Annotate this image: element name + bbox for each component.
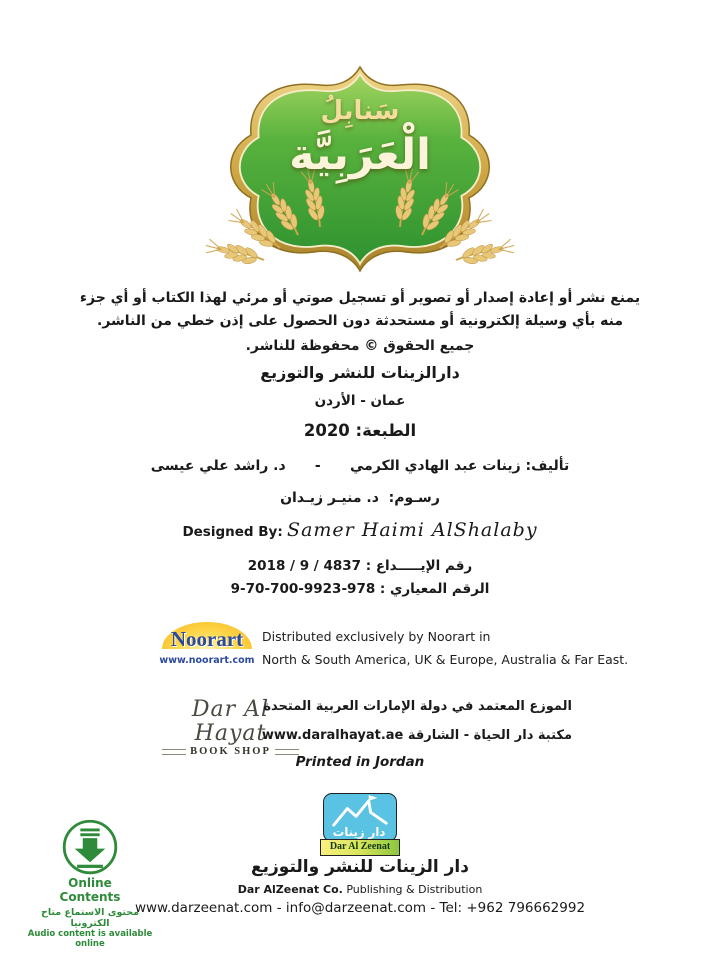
online-english-note: Audio content is available online — [27, 929, 153, 949]
noorart-logo — [157, 622, 257, 674]
darzeenat-badge-arabic: دار زينات — [332, 824, 386, 839]
daralhayat-line-2: مكتبة دار الحياة - الشارقة www.daralhayat.ae — [261, 728, 572, 743]
darzeenat-house-icon — [323, 793, 397, 842]
series-logo — [200, 62, 520, 280]
publisher-city: عمان - الأردن — [314, 393, 406, 409]
darzeenat-name-arabic: دار الزينات للنشر والتوزيع — [251, 857, 469, 877]
isbn-number: الرقم المعياري : 978-9923-700-70-9 — [230, 581, 490, 597]
authors-line: تأليف: زينات عبد الهادي الكرمي - د. راشد علي عيسى — [150, 458, 570, 474]
daralhayat-bookshop-label: BOOK SHOP — [190, 746, 271, 757]
illustrator-line: رسـوم: د. منيـر زيـدان — [280, 490, 440, 506]
rights-line: جميع الحقوق © محفوظة للناشر. — [245, 338, 475, 354]
noorart-line-1: Distributed exclusively by Noorart in — [262, 629, 491, 644]
darzeenat-house-drawing — [324, 794, 396, 841]
daralhayat-text — [262, 692, 572, 750]
notice-line-1: يمنع نشر أو إعادة إصدار أو تصوير أو تسجيل صوتي أو مرئي لهذا الكتاب أو أي جزء — [79, 290, 641, 306]
copyright-notice — [0, 287, 720, 333]
darzeenat-badge-label: Dar Al Zeenat — [320, 839, 400, 856]
noorart-url: www.noorart.com — [159, 655, 255, 666]
designer-name: Samer Haimi AlShalaby — [287, 519, 538, 541]
noorart-distribution-text — [262, 625, 628, 671]
publisher-name: دارالزينات للنشر والتوزيع — [260, 363, 460, 382]
darzeenat-logo — [323, 793, 397, 856]
series-title-line1: سَنابِلُ — [320, 96, 400, 126]
download-icon — [61, 818, 119, 876]
darzeenat-name-english-bold: Dar AlZeenat Co. — [237, 883, 343, 896]
noorart-brand: Noorart — [170, 627, 244, 651]
deposit-number: رقم الإيـــــداع : 4837 / 9 / 2018 — [247, 558, 473, 574]
noorart-line-2: North & South America, UK & Europe, Australia & Far East. — [262, 652, 629, 667]
online-contents-badge — [25, 818, 155, 949]
designed-by-label: Designed By: — [182, 524, 283, 540]
edition-line: الطبعة: 2020 — [303, 421, 417, 440]
online-label-2: Contents — [59, 890, 121, 904]
online-arabic-note: محتوى الاستماع متاح الكترونيا — [40, 907, 140, 929]
series-title-line2: الْعَرَبِيَّة — [289, 130, 431, 180]
darzeenat-name-english-rest: Publishing & Distribution — [342, 883, 483, 896]
notice-line-2: منه بأي وسيلة إلكترونية أو مستحدثة دون الحصول على إذن خطي من الناشر. — [97, 313, 623, 329]
designed-by — [0, 519, 720, 541]
darzeenat-contact-line: www.darzeenat.com - info@darzeenat.com - Tel: +962 796662992 — [134, 900, 586, 916]
online-label-1: Online — [68, 876, 112, 890]
daralhayat-line-1: الموزع المعتمد في دولة الإمارات العربية المتحدة — [263, 699, 572, 714]
daralhayat-brand: Dar Al Hayat — [191, 697, 270, 746]
printed-in-jordan: Printed in Jordan — [295, 754, 425, 770]
